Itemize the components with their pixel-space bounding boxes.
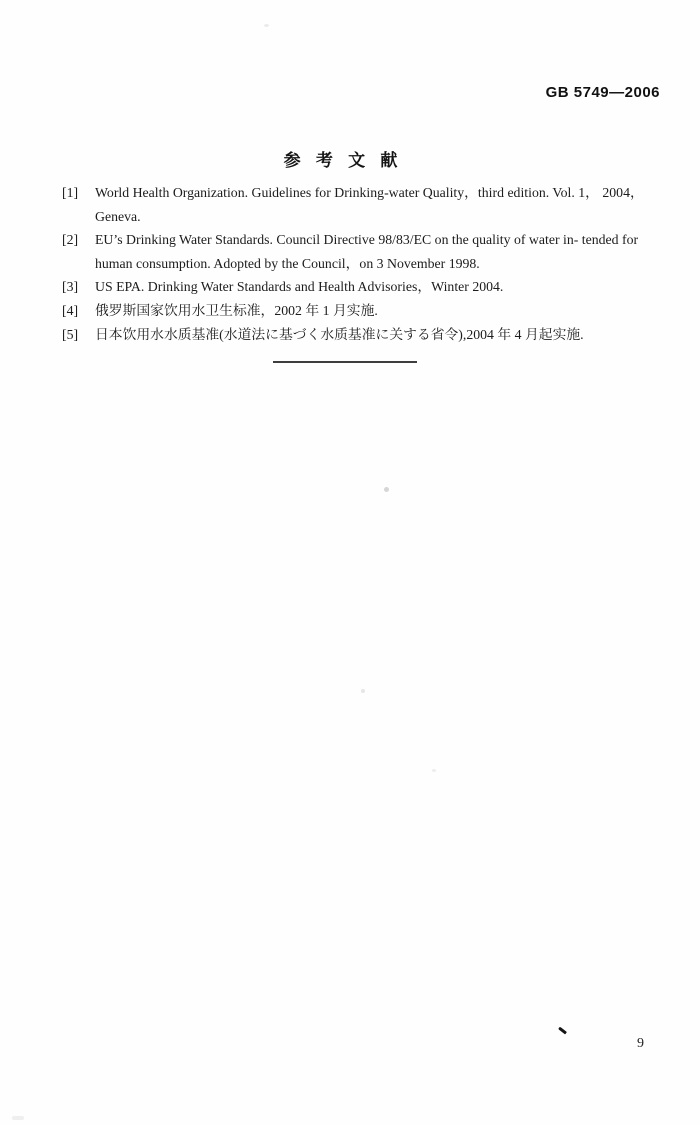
reference-line: 2004，Geneva. (95, 185, 644, 224)
reference-text (95, 299, 660, 323)
reference-text (95, 323, 660, 347)
reference-line: 俄罗斯国家饮用水卫生标准，2002 年 1 月实施. (95, 302, 378, 318)
reference-item (62, 275, 660, 299)
scan-speck (264, 24, 269, 27)
reference-marker: [3] (62, 279, 79, 295)
reference-line: EU’s Drinking Water Standards. Council Directive 98/83/EC on the quality of water in- (95, 232, 579, 248)
reference-marker: [4] (62, 302, 79, 318)
reference-list (62, 181, 660, 346)
reference-marker: [5] (62, 326, 79, 342)
reference-line: 日本饮用水水质基准(水道法に基づく水质基准に关する省令),2004 年 4 月起实施. (95, 326, 584, 342)
scan-speck (12, 1116, 24, 1120)
scan-speck (384, 487, 389, 492)
reference-line: US EPA. Drinking Water Standards and Health Advisories，Winter 2004. (95, 279, 504, 295)
scan-speck (361, 689, 365, 693)
stray-ink-mark (558, 1027, 567, 1035)
scan-speck (432, 769, 436, 772)
reference-marker: [2] (62, 232, 79, 248)
reference-item (62, 228, 660, 275)
reference-text (95, 228, 660, 275)
reference-item (62, 323, 660, 347)
reference-item (62, 299, 660, 323)
reference-line: tended for human consumption. Adopted by the Council，on 3 November 1998. (95, 232, 639, 271)
reference-line: World Health Organization. Guidelines for Drinking-water Quality，third edition. Vol. 1， (95, 185, 599, 200)
reference-text (95, 181, 660, 228)
reference-marker: [1] (62, 185, 79, 200)
end-of-section-rule (273, 361, 417, 363)
standard-number: GB 5749—2006 (545, 84, 660, 101)
section-title: 参 考 文 献 (283, 151, 399, 170)
reference-text (95, 275, 660, 299)
page-number: 9 (637, 1036, 644, 1051)
reference-item (62, 181, 660, 228)
